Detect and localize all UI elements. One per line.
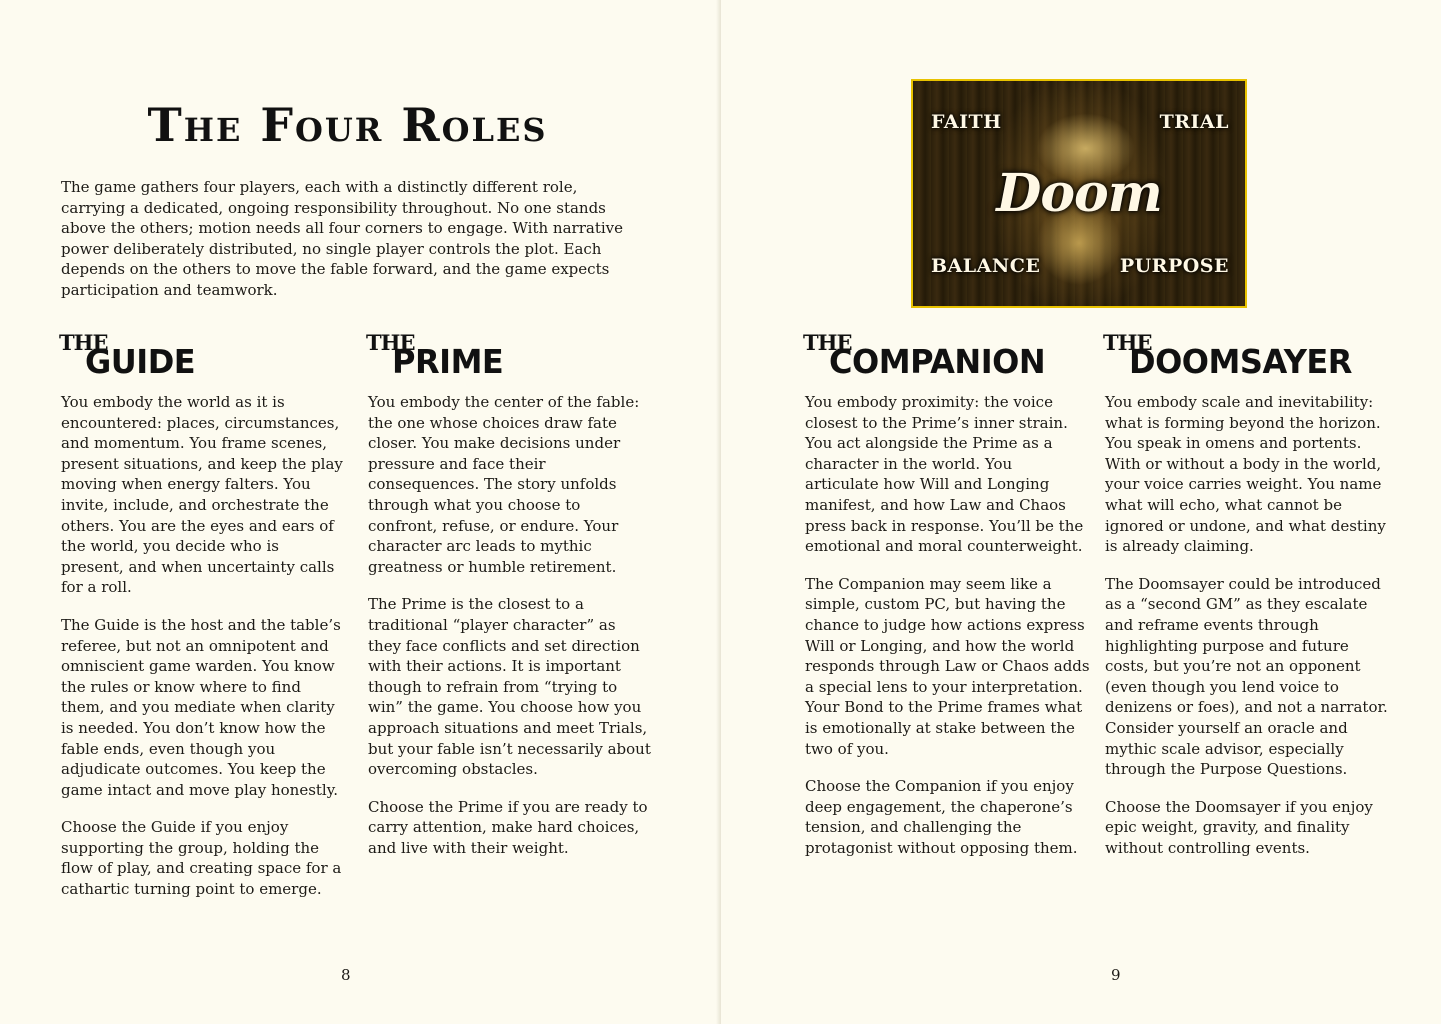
- role-heading-the: THE: [1103, 330, 1152, 355]
- role-companion: [805, 332, 1090, 875]
- role-paragraph: You embody proximity: the voice closest to the Prime’s inner strain. You act alongside the Prime as a character in the world. You articulate how Will and Longing manifest, and how Law and Chaos press back in response. You’ll be the emotional and moral counterweight.: [805, 393, 1084, 556]
- role-paragraph: You embody the world as it is encountered: places, circumstances, and momentum. You frame scenes, present situations, and keep the play moving when energy falters. You invite, include, and orchestrate the others. You are the eyes and ears of the world, you decide who is present, and when uncertainty calls for a roll.: [61, 393, 343, 597]
- role-paragraph: You embody the center of the fable: the one whose choices draw fate closer. You make decisions under pressure and face their consequences. The story unfolds through what you choose to confront, refuse, or endure. Your character arc leads to mythic greatness or humble retirement.: [368, 393, 640, 576]
- role-heading-the: THE: [803, 330, 852, 355]
- page-title: The Four Roles: [147, 98, 548, 152]
- role-heading-the: THE: [59, 330, 108, 355]
- role-paragraph: Choose the Doomsayer if you enjoy epic weight, gravity, and finality without controlling events.: [1105, 797, 1373, 857]
- page-number: 9: [1111, 966, 1121, 984]
- role-heading: [366, 330, 653, 381]
- role-heading-name: GUIDE: [85, 342, 196, 381]
- left-page: [0, 0, 719, 1024]
- role-paragraph: The Companion may seem like a simple, custom PC, but having the chance to judge how actions express Will or Longing, and how the world responds through Law or Chaos adds a special lens to your interpretation. Your Bond to the Prime frames what is emotionally at stake between the two of you.: [805, 574, 1090, 758]
- role-paragraph: The Guide is the host and the table’s referee, but not an omnipotent and omniscient game warden. You know the rules or know where to find them, and you mediate when clarity is needed. You don’t know how the fable ends, even though you adjudicate outcomes. You keep the game intact and move play honestly.: [61, 615, 341, 799]
- role-heading-name: PRIME: [392, 342, 504, 381]
- page-number: 8: [341, 966, 351, 984]
- role-paragraph: The Prime is the closest to a traditional “player character” as they face conflicts and set direction with their actions. It is important though to refrain from “trying to win” the game. You choose how you approach situations and meet Trials, but your fable isn’t necessarily about overcoming obstacles.: [368, 595, 651, 779]
- banner-label-purpose: PURPOSE: [1119, 255, 1229, 277]
- banner-label-faith: FAITH: [931, 111, 1002, 133]
- role-paragraph: The Doomsayer could be introduced as a “second GM” as they escalate and reframe events through highlighting purpose and future costs, but you’re not an opponent (even though you lend voice to denizens or foes), and not a narrator. Consider yourself an oracle and mythic scale advisor, especially through the Purpose Questions.: [1105, 574, 1388, 779]
- role-paragraph: Choose the Companion if you enjoy deep engagement, the chaperone’s tension, and challenging the protagonist without opposing them.: [805, 777, 1078, 857]
- role-heading-name: COMPANION: [829, 342, 1046, 381]
- role-heading: [803, 330, 1090, 381]
- role-heading: [59, 330, 346, 381]
- role-guide: [61, 332, 346, 917]
- banner-doom-title: Doom: [996, 163, 1162, 224]
- role-heading-the: THE: [366, 330, 415, 355]
- role-heading: [1103, 330, 1390, 381]
- role-paragraph: Choose the Prime if you are ready to carry attention, make hard choices, and live with their weight.: [368, 797, 648, 857]
- role-doomsayer: [1105, 332, 1390, 875]
- intro-paragraph: The game gathers four players, each with a distinctly different role, carrying a dedicated, ongoing responsibility throughout. No one stands above the others; motion needs all four corners to engage. With narrative power deliberately distributed, no single player controls the plot. Each depends on the others to move the fable forward, and the game expects participation and teamwork.: [61, 178, 623, 299]
- role-heading-name: DOOMSAYER: [1129, 342, 1352, 381]
- right-page: [721, 0, 1441, 1024]
- doom-banner-image: [911, 79, 1247, 308]
- banner-label-balance: BALANCE: [931, 255, 1041, 277]
- role-paragraph: You embody scale and inevitability: what is forming beyond the horizon. You speak in omens and portents. With or without a body in the world, your voice carries weight. You name what will echo, what cannot be ignored or undone, and what destiny is already claiming.: [1105, 393, 1386, 556]
- role-paragraph: Choose the Guide if you enjoy supporting the group, holding the flow of play, and creating space for a cathartic turning point to emerge.: [61, 818, 342, 899]
- banner-label-trial: TRIAL: [1159, 111, 1229, 133]
- role-prime: [368, 332, 653, 875]
